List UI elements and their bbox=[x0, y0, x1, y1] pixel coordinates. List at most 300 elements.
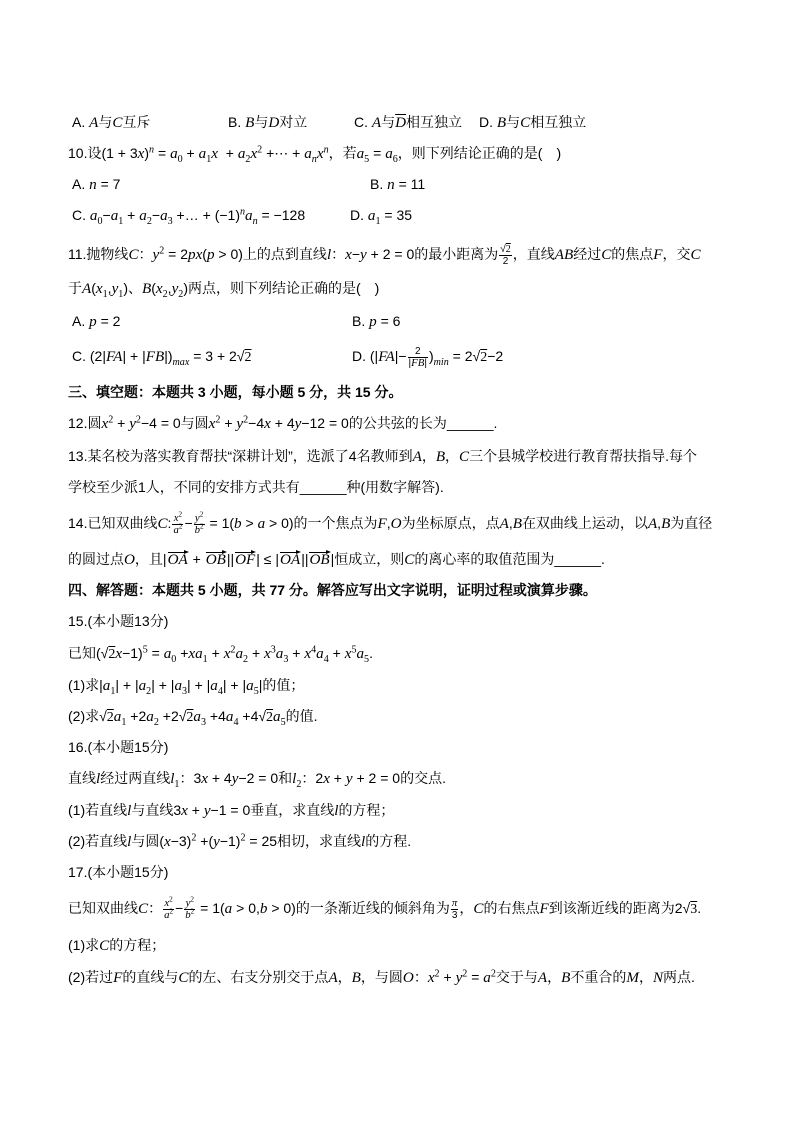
math-variable: a bbox=[89, 208, 98, 224]
math-variable: AB bbox=[554, 247, 574, 264]
superscript: n bbox=[323, 144, 329, 156]
fraction-denominator bbox=[194, 524, 205, 536]
text-run: − bbox=[351, 246, 361, 263]
text-run: 与直线3 bbox=[131, 802, 182, 818]
text-run: 三个县城学校进行教育帮扶指导.每个 bbox=[469, 448, 698, 464]
math-variable: C bbox=[404, 552, 415, 568]
text-run: − bbox=[184, 515, 193, 532]
text-run: = 2√ bbox=[448, 348, 481, 365]
superscript: 5 bbox=[142, 644, 148, 656]
subscript: 0 bbox=[177, 153, 183, 165]
math-variable: y bbox=[203, 803, 211, 819]
math-variable: A bbox=[647, 516, 658, 533]
text-run: | + | bbox=[187, 677, 211, 693]
q15-part2 bbox=[68, 706, 318, 726]
q16-stem bbox=[68, 768, 446, 788]
text-run: , bbox=[657, 515, 662, 532]
subscript: 3 bbox=[182, 685, 188, 697]
text-run: +4√ bbox=[238, 708, 267, 724]
subscript: 4 bbox=[217, 685, 223, 697]
fraction-denominator bbox=[184, 909, 195, 921]
math-variable: B bbox=[661, 516, 671, 533]
math-variable: a bbox=[164, 909, 170, 921]
q10-option-b bbox=[370, 174, 425, 194]
text-run: ) bbox=[428, 348, 434, 365]
text-run: = bbox=[154, 145, 171, 161]
math-variable: a bbox=[163, 646, 172, 662]
math-variable: b bbox=[234, 516, 242, 533]
math-variable: FB bbox=[145, 349, 165, 365]
subscript: 1 bbox=[202, 653, 208, 665]
math-variable: a bbox=[275, 646, 284, 662]
subscript: n bbox=[252, 215, 258, 227]
math-variable: O bbox=[390, 516, 402, 533]
text-run: +4 bbox=[206, 708, 226, 724]
text-run: = 2 bbox=[164, 246, 189, 263]
radicand: 2 bbox=[108, 647, 116, 662]
radicand: 2 bbox=[266, 710, 274, 725]
math-variable: n bbox=[89, 177, 97, 193]
math-variable: x bbox=[323, 771, 330, 787]
text-run: = 25相切，求直线 bbox=[245, 833, 362, 849]
fraction bbox=[163, 895, 174, 921]
text-run: 相互独立 bbox=[406, 114, 463, 130]
text-run: 的直线与 bbox=[122, 969, 179, 985]
text-run: 不重合的 bbox=[570, 969, 627, 985]
text-run: − bbox=[175, 900, 184, 917]
text-run: (1)若直线 bbox=[68, 802, 128, 818]
text-run: 对立 bbox=[279, 114, 308, 130]
superscript: 2 bbox=[490, 968, 496, 980]
q16-part1 bbox=[68, 800, 394, 820]
text-run: )、 bbox=[123, 280, 142, 296]
text-run: |) bbox=[164, 348, 173, 364]
text-run: + bbox=[329, 770, 346, 786]
text-run: | + | bbox=[122, 348, 146, 364]
subscript: 3 bbox=[167, 215, 173, 227]
math-variable: a bbox=[367, 208, 376, 224]
text-run: |− bbox=[394, 348, 407, 365]
text-run: , bbox=[167, 280, 172, 296]
math-variable: x bbox=[345, 247, 352, 264]
math-variable: a bbox=[356, 146, 365, 162]
superscript: 2 bbox=[215, 414, 221, 426]
text-run: 的方程； bbox=[338, 802, 395, 818]
q13-line2: 学校至少派1人，不同的安排方式共有______种(用数字解答). bbox=[68, 479, 444, 495]
text-run: + bbox=[288, 645, 305, 661]
text-run: , bbox=[508, 515, 513, 532]
text-run: + bbox=[123, 207, 140, 223]
subscript: 3 bbox=[200, 716, 207, 728]
subscript: 4 bbox=[233, 716, 239, 728]
math-variable: FA bbox=[105, 349, 123, 365]
text-run: 已知双曲线 bbox=[68, 900, 138, 917]
fraction-denominator bbox=[408, 357, 428, 369]
text-run: 到该渐近线的距离为2√ bbox=[548, 900, 691, 917]
text-run: + bbox=[187, 802, 204, 818]
math-variable: x bbox=[155, 281, 163, 297]
text-run: ( bbox=[91, 280, 96, 296]
text-run: ， bbox=[459, 900, 474, 917]
math-variable: F bbox=[653, 247, 663, 264]
text-run: | + | bbox=[151, 677, 175, 693]
math-variable: a bbox=[174, 678, 182, 694]
math-variable: x bbox=[95, 281, 103, 297]
superscript: 2 bbox=[257, 144, 263, 156]
text-run: + bbox=[188, 551, 205, 567]
text-run: ( bbox=[202, 246, 207, 263]
fraction-numerator bbox=[451, 898, 459, 909]
section4-heading: 四、解答题：本题共 5 小题，共 77 分。解答应写出文字说明，证明过程或演算步骤。 bbox=[68, 582, 597, 598]
math-variable: B bbox=[435, 449, 446, 465]
text-run: ：2 bbox=[301, 770, 324, 786]
text-run: | + | bbox=[115, 677, 139, 693]
text-run: −1 = 0垂直，求直线 bbox=[210, 802, 335, 818]
text-run: 11.抛物线 bbox=[68, 246, 129, 263]
text-run: |的值； bbox=[258, 677, 305, 693]
math-variable: N bbox=[652, 970, 664, 986]
fraction-denominator bbox=[172, 524, 183, 536]
text-run: 的圆过点 bbox=[68, 551, 124, 567]
text-run: = bbox=[369, 145, 386, 161]
text-run: = bbox=[147, 645, 164, 661]
math-variable: x bbox=[264, 416, 271, 432]
math-variable: l bbox=[326, 247, 332, 264]
text-run: ，交 bbox=[662, 246, 691, 263]
math-variable: A bbox=[89, 115, 99, 131]
math-variable: x bbox=[173, 512, 179, 524]
text-run: + 2 = 0的最小距离为 bbox=[366, 246, 499, 263]
math-variable: B bbox=[561, 970, 571, 986]
math-variable: C bbox=[520, 115, 531, 131]
math-variable: a bbox=[138, 678, 147, 694]
math-variable: x bbox=[164, 834, 171, 850]
text-run: √ bbox=[500, 244, 506, 255]
text-run: ， bbox=[638, 969, 653, 985]
text-run: D. (| bbox=[352, 348, 379, 365]
q10-option-d bbox=[350, 205, 412, 225]
math-variable: y bbox=[231, 771, 239, 787]
q11-stem-line2 bbox=[68, 278, 379, 298]
superscript: 2 bbox=[135, 414, 141, 426]
text-run: > 0)上的点到直线 bbox=[214, 246, 327, 263]
math-variable: a bbox=[483, 970, 491, 986]
math-variable: p bbox=[89, 314, 97, 330]
text-run: −12 = 0的公共弦的长为______. bbox=[301, 415, 498, 431]
text-run: = 3 + 2√ bbox=[189, 348, 245, 364]
text-run: ： bbox=[148, 900, 163, 917]
math-variable: y bbox=[294, 416, 302, 432]
text-run: D. bbox=[350, 207, 368, 223]
text-run: 10.设(1 + 3 bbox=[68, 145, 138, 161]
math-variable: l bbox=[127, 803, 132, 819]
math-variable: b bbox=[259, 901, 268, 918]
math-variable: x bbox=[223, 646, 231, 662]
text-run: = −128 bbox=[257, 207, 306, 223]
superscript: 2 bbox=[240, 832, 246, 844]
radicand: 2 bbox=[186, 710, 194, 725]
text-run: 2 bbox=[414, 346, 421, 357]
text-run: 的值. bbox=[285, 708, 318, 724]
text-run: D. bbox=[479, 114, 497, 130]
math-variable: x bbox=[181, 803, 188, 819]
math-variable: x bbox=[427, 970, 435, 986]
section3-heading: 三、填空题：本题共 3 小题，每小题 5 分，共 15 分。 bbox=[68, 384, 403, 400]
text-run: |恒成立，则 bbox=[330, 551, 405, 567]
q9-option-d bbox=[479, 112, 586, 132]
subscript: 2 bbox=[243, 653, 249, 665]
text-run: + 2 = 0的交点. bbox=[352, 770, 446, 786]
superscript: n bbox=[239, 206, 246, 218]
text-run: = 6 bbox=[376, 313, 401, 329]
superscript: 2 bbox=[108, 414, 114, 426]
text-run: > 0)的一条渐近线的倾斜角为 bbox=[267, 900, 450, 917]
math-variable: b bbox=[185, 909, 191, 921]
q14-line1 bbox=[68, 510, 713, 536]
text-run: 经过 bbox=[573, 246, 602, 263]
text-run: . bbox=[697, 900, 702, 917]
text-run: > bbox=[241, 515, 258, 532]
text-run: +2√ bbox=[158, 708, 187, 724]
math-variable: l bbox=[170, 771, 175, 787]
text-run: ，与圆 bbox=[360, 969, 403, 985]
superscript: 2 bbox=[178, 522, 183, 531]
q9-option-b bbox=[228, 112, 307, 132]
math-variable: y bbox=[360, 247, 367, 264]
math-variable: a bbox=[316, 646, 324, 662]
math-variable: B bbox=[496, 115, 507, 131]
text-run: 的右焦点 bbox=[483, 900, 540, 917]
text-run: − bbox=[102, 207, 111, 223]
text-run: 与圆( bbox=[131, 833, 164, 849]
math-variable: C bbox=[473, 901, 484, 918]
math-variable: a bbox=[113, 709, 122, 725]
text-run: B. bbox=[352, 313, 370, 329]
text-run: + bbox=[220, 415, 237, 431]
vector: OA bbox=[167, 552, 188, 568]
math-variable: C bbox=[128, 247, 139, 264]
subscript: 1 bbox=[118, 215, 124, 227]
subscript: 1 bbox=[110, 685, 116, 697]
text-run: ：3 bbox=[179, 770, 202, 786]
math-variable: l bbox=[127, 834, 132, 850]
superscript: 2 bbox=[243, 414, 249, 426]
text-run: (2)若过 bbox=[68, 969, 114, 985]
q14-line2 bbox=[68, 549, 605, 569]
radicand: 2 bbox=[106, 710, 114, 725]
math-variable: A bbox=[371, 115, 382, 131]
math-variable: y bbox=[185, 897, 191, 909]
math-variable: l bbox=[334, 803, 339, 819]
subscript: 5 bbox=[253, 685, 259, 697]
text-run: | bbox=[424, 358, 427, 369]
subscript: 1 bbox=[102, 288, 108, 300]
text-run: C. bbox=[354, 114, 372, 130]
text-run: ， bbox=[337, 969, 352, 985]
q12-stem bbox=[68, 413, 497, 433]
text-run: 的离心率的取值范围为______. bbox=[414, 551, 605, 567]
text-run: 交于与 bbox=[495, 969, 538, 985]
radicand: 2 bbox=[480, 350, 488, 366]
vector: OB bbox=[309, 552, 330, 568]
text-run: ，直线 bbox=[512, 246, 555, 263]
text-run: + 4 bbox=[270, 415, 295, 431]
text-run: +2 bbox=[126, 708, 147, 724]
vector: OF bbox=[235, 552, 256, 568]
text-run: B. bbox=[370, 176, 388, 192]
text-run: + 4 bbox=[207, 770, 232, 786]
text-run: C. bbox=[72, 207, 90, 223]
math-variable: p bbox=[206, 247, 215, 264]
math-variable: l bbox=[96, 771, 101, 787]
text-run: > 0, bbox=[232, 900, 260, 917]
text-run: 的焦点 bbox=[611, 246, 654, 263]
text-run: 与 bbox=[506, 114, 521, 130]
text-run: (1)求| bbox=[68, 677, 103, 693]
text-run: || bbox=[301, 551, 309, 567]
superscript: 2 bbox=[178, 510, 183, 519]
text-run: | ≤ | bbox=[256, 551, 280, 567]
subscript: min bbox=[433, 357, 449, 368]
text-run: = 7 bbox=[96, 176, 121, 192]
text-run: +⋯ + bbox=[262, 145, 305, 161]
text-run: ， bbox=[445, 448, 460, 464]
math-variable: a bbox=[170, 146, 178, 162]
text-run: + bbox=[113, 415, 130, 431]
math-variable: xa bbox=[188, 646, 203, 662]
math-variable: x bbox=[211, 146, 218, 162]
math-variable: p bbox=[369, 314, 377, 330]
q11-option-c bbox=[72, 346, 251, 366]
text-run: −1) bbox=[122, 645, 143, 661]
text-run: + bbox=[182, 145, 199, 161]
vector: OB bbox=[205, 552, 226, 568]
q11-option-d bbox=[352, 346, 504, 369]
math-variable: x bbox=[137, 146, 145, 162]
text-run: +… + (−1) bbox=[172, 207, 240, 223]
text-run: B. bbox=[228, 114, 246, 130]
text-run: > 0)的一个焦点为 bbox=[265, 515, 378, 532]
text-run: (2)求√ bbox=[68, 708, 107, 724]
math-variable: A bbox=[412, 449, 422, 465]
subscript: 1 bbox=[121, 716, 127, 728]
text-run: = 11 bbox=[394, 176, 426, 192]
fraction bbox=[451, 898, 459, 921]
math-variable: a bbox=[237, 146, 246, 162]
text-run: 3 bbox=[451, 910, 458, 921]
math-variable: F bbox=[377, 516, 387, 533]
text-run: −1) bbox=[219, 833, 241, 849]
superscript: 2 bbox=[169, 907, 174, 916]
text-run: 为坐标原点，点 bbox=[401, 515, 500, 532]
subscript: 5 bbox=[364, 653, 370, 665]
math-variable: a bbox=[356, 646, 365, 662]
superscript: 2 bbox=[169, 895, 173, 904]
subscript: 5 bbox=[280, 716, 286, 728]
math-variable: a bbox=[146, 709, 154, 725]
q10-option-c bbox=[72, 205, 305, 225]
math-variable: b bbox=[194, 524, 201, 536]
math-variable: x bbox=[164, 897, 170, 909]
radicand: 2 bbox=[505, 244, 511, 255]
subscript: 4 bbox=[323, 653, 329, 665]
math-variable: y bbox=[194, 512, 200, 524]
subscript: 2 bbox=[146, 215, 152, 227]
subscript: 6 bbox=[392, 153, 398, 165]
complement-event: $\overline{D}$ bbox=[395, 115, 407, 131]
text-run: ，则下列结论正确的是( ) bbox=[397, 145, 562, 161]
text-run: ： bbox=[138, 246, 153, 263]
fraction bbox=[172, 510, 183, 536]
superscript: 2 bbox=[159, 245, 165, 257]
text-run: 2 bbox=[502, 256, 509, 267]
superscript: 2 bbox=[190, 907, 195, 916]
vector: OA bbox=[280, 552, 301, 568]
superscript: 3 bbox=[270, 644, 276, 656]
text-run: 的左、右支分别交于点 bbox=[188, 969, 329, 985]
math-variable: FA bbox=[378, 349, 395, 366]
text-run: 相互独立 bbox=[530, 114, 587, 130]
text-run: (1)求 bbox=[68, 937, 100, 953]
math-variable: n bbox=[387, 177, 395, 193]
text-run: + bbox=[439, 969, 456, 985]
fraction bbox=[499, 244, 512, 267]
fraction-denominator bbox=[499, 255, 512, 267]
text-run: 已知(√ bbox=[68, 645, 109, 661]
math-variable: a bbox=[102, 678, 111, 694]
superscript: 2 bbox=[434, 968, 440, 980]
math-variable: y bbox=[236, 416, 244, 432]
text-run: | + | bbox=[222, 677, 247, 693]
math-variable: a bbox=[210, 678, 218, 694]
math-variable: a bbox=[235, 646, 244, 662]
subscript: 1 bbox=[174, 778, 180, 790]
math-variable: a bbox=[304, 146, 312, 162]
text-run: 与 bbox=[381, 114, 396, 130]
math-variable: a bbox=[139, 208, 147, 224]
subscript: n bbox=[311, 153, 317, 165]
text-run: +( bbox=[196, 833, 214, 849]
q13-line1 bbox=[68, 446, 697, 466]
math-variable: y bbox=[152, 247, 160, 264]
math-variable: x bbox=[101, 416, 109, 432]
text-run: 的方程. bbox=[365, 833, 412, 849]
math-variable: C bbox=[459, 449, 470, 465]
text-run: || bbox=[226, 551, 235, 567]
q15-header: 15.(本小题13分) bbox=[68, 613, 169, 629]
text-run: + bbox=[248, 645, 265, 661]
text-run: −4 bbox=[248, 415, 265, 431]
superscript: n bbox=[149, 144, 155, 156]
math-variable: C bbox=[178, 970, 189, 986]
math-variable: M bbox=[626, 970, 639, 986]
text-run: −4 = 0与圆 bbox=[140, 415, 209, 431]
subscript: 2 bbox=[162, 288, 168, 300]
q11-option-a bbox=[72, 311, 120, 331]
q10-stem bbox=[68, 143, 561, 163]
subscript: max bbox=[172, 356, 190, 368]
text-run: A. bbox=[72, 176, 90, 192]
subscript: 0 bbox=[171, 653, 177, 665]
text-run: = 1( bbox=[205, 515, 235, 532]
math-variable: a bbox=[193, 709, 201, 725]
superscript: 2 bbox=[191, 832, 197, 844]
text-run: ) bbox=[144, 145, 150, 161]
text-run: = bbox=[467, 969, 484, 985]
math-variable: C bbox=[99, 938, 110, 954]
subscript: 0 bbox=[97, 215, 103, 227]
text-run: = 35 bbox=[380, 207, 413, 223]
